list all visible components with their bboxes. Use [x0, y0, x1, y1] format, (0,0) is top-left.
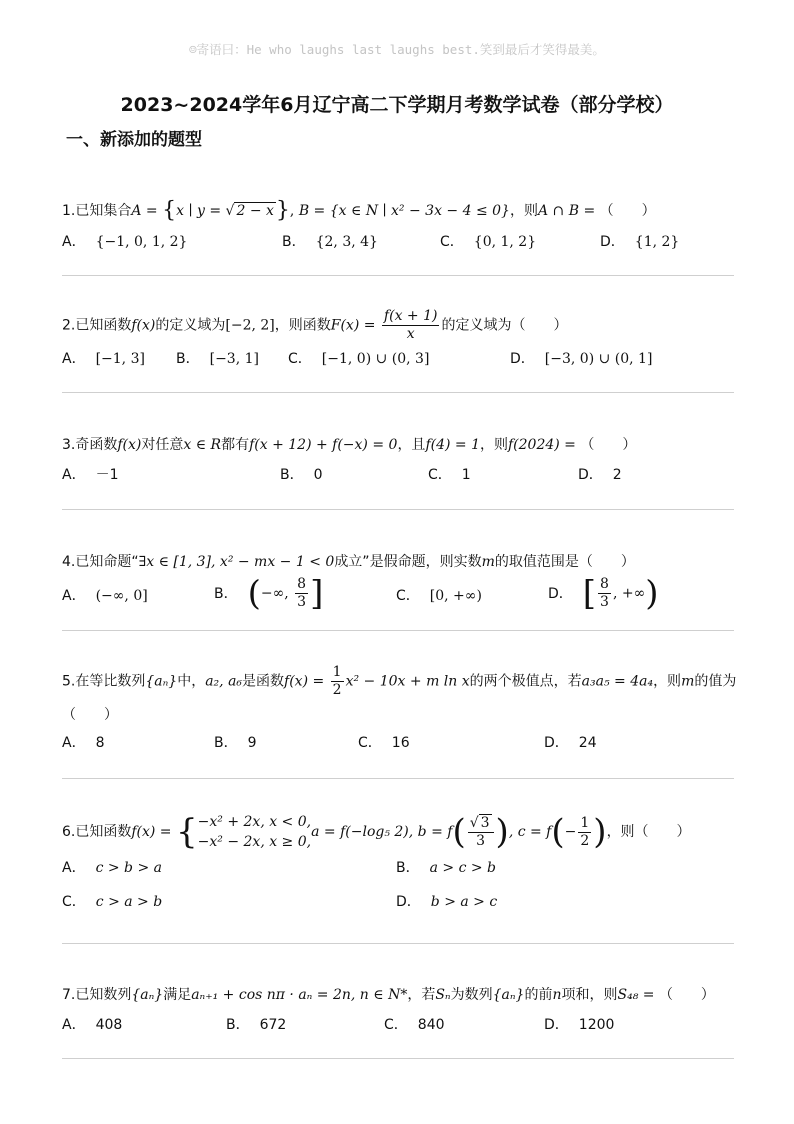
q3-eq1: f(x + 12) + f(−x) = 0 — [249, 437, 398, 453]
q3-option-b[interactable]: B． 0 — [280, 467, 323, 483]
question-2 — [62, 308, 738, 373]
question-5-stem — [62, 664, 738, 699]
q5-mid3: 的两个极值点，若 — [469, 673, 582, 690]
q7-eq: aₙ₊₁ + cos nπ · aₙ = 2n, n ∈ N* — [191, 987, 408, 1003]
q1-option-b[interactable]: B． {2, 3, 4} — [282, 234, 378, 250]
q5-line2: （ ） — [62, 707, 118, 723]
q3-eq3: f(2024) = — [508, 437, 581, 453]
q5-option-a[interactable]: A． 8 — [62, 735, 105, 751]
q7-mid2: ，若 — [407, 987, 436, 1003]
question-5-options — [62, 733, 738, 757]
q1-option-c[interactable]: C． {0, 1, 2} — [440, 234, 537, 250]
divider — [62, 630, 734, 631]
q2-Fx: F(x) = — [330, 317, 380, 334]
q3-option-a[interactable]: A． －1 — [62, 467, 119, 483]
q6-pre: 6.已知函数 — [62, 824, 132, 840]
q5-mid4: ，则 — [653, 673, 682, 690]
question-7-options — [62, 1015, 738, 1039]
question-3-options — [62, 465, 738, 489]
q3-fx: f(x) — [117, 437, 142, 453]
question-6 — [62, 812, 738, 916]
q5-option-c[interactable]: C． 16 — [358, 735, 410, 751]
q1-a: A — [131, 203, 142, 219]
question-7 — [62, 985, 738, 1039]
q2-fx: f(x) — [131, 317, 156, 334]
q6-sqrt-fraction: $\frac{√ 3}{3}$ — [468, 815, 494, 850]
motto-header: ☺寄语曰：He who laughs last laughs best.笑到最后才笑得最美。 — [189, 42, 605, 57]
q3-mid1: 对任意 — [141, 437, 184, 453]
question-4-options — [62, 573, 738, 614]
q4-tail: 的取值范围是（ ） — [494, 554, 635, 570]
q6-option-c[interactable]: C． c > a > b — [62, 894, 163, 910]
q4-prop: ∃x ∈ [1, 3], x² − mx − 1 < 0 — [138, 554, 335, 570]
q5-m: m — [681, 673, 695, 690]
q2-option-a[interactable]: A． [−1, 3] — [62, 351, 145, 367]
q6-option-d[interactable]: D． b > a > c — [396, 894, 498, 910]
q5-a: a₂, a₆ — [205, 673, 243, 690]
q6-fx: f(x) = — [131, 824, 176, 840]
question-6-stem: 6.已知函数f(x) = { −x² + 2x, x < 0, −x² − 2x, x ≥ 0, a = f(−log₅ 2), b = f( $\frac{√ 3}{3}$ ), c = f(− $\frac{1}{2}$ )，则（ ） — [62, 812, 691, 852]
question-2-options — [62, 349, 738, 373]
q7-option-a[interactable]: A． 408 — [62, 1017, 123, 1033]
q1-paren: （ ） — [599, 203, 656, 219]
q5-mid1: 中， — [177, 673, 206, 690]
q7-mid3: 为数列 — [450, 987, 493, 1003]
q5-pre: 5.在等比数列 — [62, 673, 146, 690]
q1-set2: {x ∈ N ∣ x² − 3x − 4 ≤ 0} — [329, 203, 510, 219]
q3-mid3: ，且 — [397, 437, 426, 453]
q6-c-fraction: $\frac{1}{2}$ — [580, 814, 590, 849]
question-1-options — [62, 232, 738, 256]
q2-option-b[interactable]: B． [−3, 1] — [176, 351, 259, 367]
q1-sqrt: 2 − x — [236, 203, 274, 219]
q5-option-d[interactable]: D． 24 — [544, 735, 597, 751]
q2-fraction: $\frac{f(x + 1)}{x}$ — [383, 308, 438, 342]
q2-option-d[interactable]: D． [−3, 0) ∪ (0, 1] — [510, 351, 653, 367]
q7-s48: S₄₈ = — [617, 987, 659, 1003]
q1-comma: , — [289, 203, 299, 219]
divider — [62, 275, 734, 276]
q3-mid4: ，则 — [480, 437, 508, 453]
divider — [62, 943, 734, 944]
q4-option-b[interactable]: B． (−∞, $\frac{8}{3}$ ] — [214, 573, 324, 614]
q3-eq2: f(4) = 1 — [425, 437, 480, 453]
question-4-stem — [62, 552, 738, 572]
q1-option-d[interactable]: D． {1, 2} — [600, 234, 680, 250]
q7-option-c[interactable]: C． 840 — [384, 1017, 445, 1033]
q7-mid5: 项和，则 — [561, 987, 618, 1003]
question-6-options-row1 — [62, 858, 738, 882]
q5-option-b[interactable]: B． 9 — [214, 735, 257, 751]
q1-expr: A ∩ B = — [537, 203, 600, 219]
q1-option-a[interactable]: A． {−1, 0, 1, 2} — [62, 234, 188, 250]
q5-tail: 的值为 — [694, 673, 737, 690]
q2-pre: 2.已知函数 — [62, 317, 132, 334]
q7-an2: {aₙ} — [492, 987, 525, 1003]
q3-x: x ∈ R — [183, 437, 222, 453]
q1-pre: 1.已知集合 — [62, 203, 132, 219]
q6-a: a = f(−log₅ 2), b = f — [311, 824, 453, 840]
q7-tail: （ ） — [658, 987, 715, 1003]
q4-option-c[interactable]: C． [0, +∞) — [396, 588, 482, 604]
q2-mid1: 的定义域为 — [155, 317, 226, 334]
q4-m: m — [481, 554, 495, 570]
q3-mid2: 都有 — [221, 437, 250, 453]
q3-tail: （ ） — [580, 437, 637, 453]
q4-option-d[interactable]: D． [ $\frac{8}{3}$ , +∞) — [548, 573, 659, 614]
q1-set1: x ∣ y = — [176, 203, 226, 219]
section-heading: 一、新添加的题型 — [66, 130, 202, 150]
question-1-stem: 1.已知集合A = {x ∣ y = √ 2 − x}, B = {x ∈ N ∣ x² − 3x − 4 ≤ 0}，则A ∩ B = （ ） — [62, 198, 656, 223]
q1-b: B — [298, 203, 310, 219]
q6-option-b[interactable]: B． a > c > b — [396, 860, 497, 876]
q2-dom: [−2, 2] — [225, 317, 275, 334]
q2-option-c[interactable]: C． [−1, 0) ∪ (0, 3] — [288, 351, 430, 367]
divider — [62, 1058, 734, 1059]
question-7-stem — [62, 985, 738, 1005]
q5-mid2: 是函数 — [242, 673, 285, 690]
q4-option-a[interactable]: A． (−∞, 0] — [62, 588, 148, 604]
q6-tail: ，则（ ） — [606, 824, 691, 840]
divider — [62, 778, 734, 779]
q6-cminus: − — [564, 824, 577, 840]
question-1 — [62, 200, 738, 256]
q4-pre: 4.已知命题“ — [62, 554, 139, 570]
q7-option-d[interactable]: D． 1200 — [544, 1017, 615, 1033]
q5-an: {aₙ} — [145, 673, 178, 690]
q4-mid: 成立”是假命题，则实数 — [334, 554, 482, 570]
question-4 — [62, 552, 738, 614]
q1-tail: ，则 — [509, 203, 538, 219]
q7-s: Sₙ — [435, 987, 451, 1003]
divider — [62, 509, 734, 510]
q7-n: n — [552, 987, 562, 1003]
q2-tail: 的定义域为（ ） — [441, 317, 568, 334]
brace-close: } — [275, 198, 290, 223]
q7-an: {aₙ} — [131, 987, 164, 1003]
q3-pre: 3.奇函数 — [62, 437, 118, 453]
question-6-options-row2 — [62, 892, 738, 916]
q5-expr: x² − 10x + m ln x — [345, 673, 470, 690]
q6-c: , c = f — [508, 824, 552, 840]
brace-open: { — [162, 198, 177, 223]
q5-fraction: $\frac{1}{2}$ — [332, 664, 342, 698]
q5-cond: a₃a₅ = 4a₄ — [581, 673, 654, 690]
question-3 — [62, 435, 738, 489]
q7-mid1: 满足 — [163, 987, 192, 1003]
q5-fx: f(x) = — [284, 673, 329, 690]
page-title: 2023~2024学年6月辽宁高二下学期月考数学试卷（部分学校） — [120, 94, 674, 116]
question-2-stem — [62, 308, 738, 343]
q7-mid4: 的前 — [524, 987, 553, 1003]
q6-cases: −x² + 2x, x < 0, −x² − 2x, x ≥ 0, — [197, 814, 312, 850]
divider — [62, 392, 734, 393]
q6-option-a[interactable]: A． c > b > a — [62, 860, 162, 876]
q3-option-c[interactable]: C． 1 — [428, 467, 471, 483]
question-5 — [62, 664, 738, 757]
q7-pre: 7.已知数列 — [62, 987, 132, 1003]
q1-eq: = — [141, 203, 163, 219]
q3-option-d[interactable]: D． 2 — [578, 467, 622, 483]
q2-mid2: ，则函数 — [274, 317, 331, 334]
q7-option-b[interactable]: B． 672 — [226, 1017, 287, 1033]
question-3-stem — [62, 435, 738, 455]
piecewise-brace: { — [176, 812, 198, 852]
